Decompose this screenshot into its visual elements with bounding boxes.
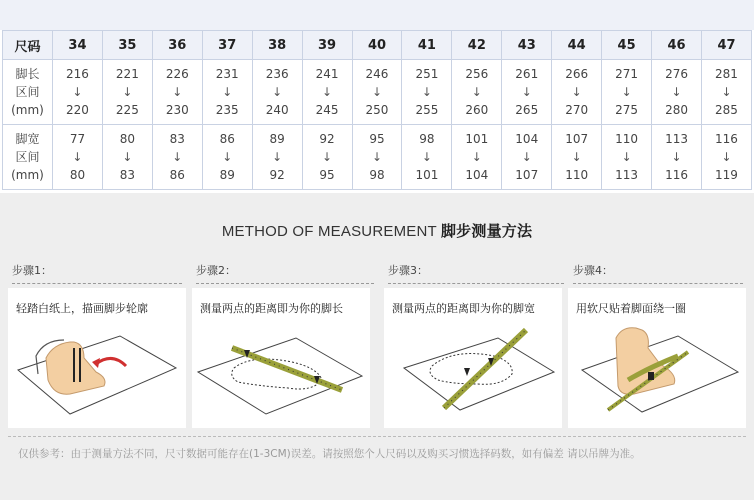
width-cell-from: 110 — [615, 132, 639, 146]
width-cell — [602, 125, 652, 190]
arrow-down-icon: ↓ — [322, 85, 333, 99]
step-3-divider — [388, 283, 564, 284]
length-cell-to: 280 — [665, 103, 688, 117]
arrow-down-icon: ↓ — [721, 150, 732, 164]
length-cell-to: 275 — [615, 103, 639, 117]
arrow-down-icon: ↓ — [222, 150, 233, 164]
width-label-line: (mm) — [11, 168, 44, 182]
arrow-down-icon: ↓ — [122, 85, 133, 99]
step-4-panel — [568, 288, 746, 428]
length-label-line: (mm) — [11, 103, 44, 117]
width-cell-from: 98 — [419, 132, 435, 146]
width-cell — [552, 125, 602, 190]
length-cell-from: 216 — [66, 67, 89, 81]
length-cell — [202, 60, 252, 125]
length-cell — [302, 60, 352, 125]
length-cell — [452, 60, 502, 125]
length-cell — [252, 60, 302, 125]
size-cell: 36 — [152, 31, 202, 60]
arrow-down-icon: ↓ — [571, 150, 582, 164]
width-cell-to: 119 — [715, 168, 738, 182]
arrow-down-icon: ↓ — [371, 150, 383, 164]
step-3-text: 测量两点的距离即为你的脚宽 — [392, 302, 535, 315]
size-cell: 46 — [652, 31, 702, 60]
length-cell-to: 270 — [565, 103, 589, 117]
measure-width-illustration — [384, 318, 562, 428]
arrow-down-icon: ↓ — [721, 85, 732, 99]
length-cell-from: 251 — [415, 67, 439, 81]
width-cell-from: 86 — [219, 132, 235, 146]
width-cell — [502, 125, 552, 190]
length-cell-from: 261 — [515, 67, 539, 81]
width-cell-from: 104 — [515, 132, 539, 146]
width-cell-from: 113 — [665, 132, 688, 146]
arrow-down-icon: ↓ — [272, 150, 283, 164]
length-cell-from: 256 — [465, 67, 489, 81]
width-cell-from: 89 — [269, 132, 285, 146]
arrow-down-icon: ↓ — [172, 85, 183, 99]
width-cell — [252, 125, 302, 190]
length-cell-from: 226 — [165, 67, 189, 81]
width-cell-from: 116 — [715, 132, 738, 146]
arrow-down-icon: ↓ — [322, 150, 333, 164]
arrow-down-icon: ↓ — [521, 150, 532, 164]
arrow-down-icon: ↓ — [421, 85, 432, 99]
step-3-label: 步骤3： — [388, 264, 428, 277]
length-cell-to: 235 — [215, 103, 239, 117]
length-cell-to: 225 — [115, 103, 139, 117]
trace-foot-illustration — [8, 318, 186, 428]
width-cell-from: 101 — [465, 132, 489, 146]
width-cell — [701, 125, 751, 190]
measure-length-illustration — [192, 318, 370, 428]
width-cell — [452, 125, 502, 190]
step-4-divider — [573, 283, 743, 284]
length-cell-from: 221 — [115, 67, 139, 81]
arrow-down-icon: ↓ — [621, 150, 632, 164]
method-title-en: METHOD OF MEASUREMENT — [221, 223, 437, 240]
width-label — [3, 125, 53, 190]
width-cell-to: 95 — [319, 168, 335, 182]
length-cell — [152, 60, 202, 125]
length-cell-to: 285 — [715, 103, 738, 117]
arrow-down-icon: ↓ — [471, 150, 482, 164]
size-cell: 44 — [552, 31, 602, 60]
length-cell-from: 241 — [315, 67, 339, 81]
width-cell — [152, 125, 202, 190]
arrow-down-icon: ↓ — [72, 150, 83, 164]
step-2-divider — [196, 283, 374, 284]
arrow-down-icon: ↓ — [371, 85, 383, 99]
length-cell — [352, 60, 402, 125]
length-cell-to: 230 — [165, 103, 189, 117]
size-cell: 34 — [53, 31, 103, 60]
arrow-down-icon: ↓ — [571, 85, 582, 99]
width-cell — [352, 125, 402, 190]
length-cell-from: 281 — [715, 67, 738, 81]
width-cell-to: 83 — [119, 168, 136, 182]
step-1-label: 步骤1： — [12, 264, 52, 277]
size-cell: 41 — [402, 31, 452, 60]
width-label-line: 脚宽 — [15, 132, 40, 146]
length-cell — [552, 60, 602, 125]
size-cell: 47 — [701, 31, 751, 60]
arrow-down-icon: ↓ — [671, 85, 682, 99]
arrow-down-icon: ↓ — [222, 85, 233, 99]
length-cell-to: 240 — [265, 103, 289, 117]
length-label-line: 区间 — [15, 85, 40, 99]
width-cell — [402, 125, 452, 190]
length-cell-from: 246 — [365, 67, 389, 81]
width-cell-from: 92 — [319, 132, 335, 146]
step-2-panel — [192, 288, 370, 428]
length-cell — [402, 60, 452, 125]
size-cell: 38 — [252, 31, 302, 60]
width-cell — [102, 125, 152, 190]
width-cell — [202, 125, 252, 190]
wrap-tape-illustration — [568, 318, 746, 428]
arrow-down-icon: ↓ — [272, 85, 283, 99]
width-cell-to: 98 — [369, 168, 385, 182]
length-cell-from: 231 — [215, 67, 239, 81]
length-cell — [701, 60, 751, 125]
arrow-down-icon: ↓ — [122, 150, 133, 164]
size-cell: 43 — [502, 31, 552, 60]
length-cell-to: 265 — [515, 103, 539, 117]
length-cell-from: 271 — [615, 67, 639, 81]
width-cell-to: 107 — [515, 168, 539, 182]
size-cell: 45 — [602, 31, 652, 60]
arrow-down-icon: ↓ — [671, 150, 682, 164]
step-2-label: 步骤2： — [196, 264, 236, 277]
length-cell-to: 245 — [315, 103, 339, 117]
width-label-line: 区间 — [15, 150, 40, 164]
width-cell-from: 83 — [169, 132, 185, 146]
footer-divider — [8, 436, 746, 437]
length-row — [3, 60, 752, 125]
width-cell-from: 95 — [369, 132, 385, 146]
width-cell-to: 92 — [269, 168, 285, 182]
width-cell-to: 104 — [465, 168, 489, 182]
size-cell: 37 — [202, 31, 252, 60]
width-cell-to: 113 — [615, 168, 639, 182]
size-cell: 35 — [102, 31, 152, 60]
length-cell — [53, 60, 103, 125]
arrow-down-icon: ↓ — [471, 85, 482, 99]
length-cell-from: 266 — [565, 67, 589, 81]
step-2-text: 测量两点的距离即为你的脚长 — [200, 302, 343, 315]
arrow-down-icon: ↓ — [72, 85, 83, 99]
length-cell — [652, 60, 702, 125]
top-band — [0, 0, 754, 30]
width-cell — [302, 125, 352, 190]
step-1-panel — [8, 288, 186, 428]
length-cell-to: 255 — [415, 103, 439, 117]
length-cell-to: 220 — [66, 103, 89, 117]
size-row — [3, 31, 752, 60]
length-cell-to: 260 — [465, 103, 489, 117]
arrow-down-icon: ↓ — [421, 150, 432, 164]
length-cell-from: 276 — [665, 67, 688, 81]
step-4-text: 用软尺贴着脚面绕一圈 — [576, 302, 686, 315]
size-header-label: 尺码 — [3, 31, 53, 60]
footer-note: 仅供参考：由于测量方法不同，尺寸数据可能存在(1-3CM)误差。请按照您个人尺码以及购买习惯选择码数，如有偏差 请以吊牌为准。 — [18, 448, 641, 460]
width-cell-to: 110 — [565, 168, 589, 182]
size-cell: 42 — [452, 31, 502, 60]
width-cell-from: 107 — [565, 132, 589, 146]
method-title — [0, 220, 754, 241]
arrow-down-icon: ↓ — [172, 150, 183, 164]
step-3-panel — [384, 288, 562, 428]
width-cell-to: 80 — [69, 168, 86, 182]
width-cell-to: 89 — [219, 168, 235, 182]
arrow-down-icon: ↓ — [621, 85, 632, 99]
arrow-down-icon: ↓ — [521, 85, 532, 99]
width-cell — [652, 125, 702, 190]
length-cell — [102, 60, 152, 125]
length-cell-to: 250 — [365, 103, 389, 117]
step-4-label: 步骤4： — [573, 264, 613, 277]
width-row — [3, 125, 752, 190]
step-1-text: 轻踏白纸上，描画脚步轮廓 — [16, 302, 148, 315]
width-cell-to: 101 — [415, 168, 439, 182]
length-label — [3, 60, 53, 125]
width-cell-from: 77 — [69, 132, 86, 146]
length-cell — [602, 60, 652, 125]
length-cell-from: 236 — [265, 67, 289, 81]
size-chart-table — [2, 30, 752, 190]
width-cell-from: 80 — [119, 132, 136, 146]
size-cell: 40 — [352, 31, 402, 60]
length-label-line: 脚长 — [15, 67, 40, 81]
method-title-cn: 脚步测量方法 — [440, 223, 533, 240]
step-1-divider — [12, 283, 182, 284]
width-cell-to: 86 — [169, 168, 185, 182]
length-cell — [502, 60, 552, 125]
width-cell — [53, 125, 103, 190]
width-cell-to: 116 — [665, 168, 688, 182]
size-cell: 39 — [302, 31, 352, 60]
